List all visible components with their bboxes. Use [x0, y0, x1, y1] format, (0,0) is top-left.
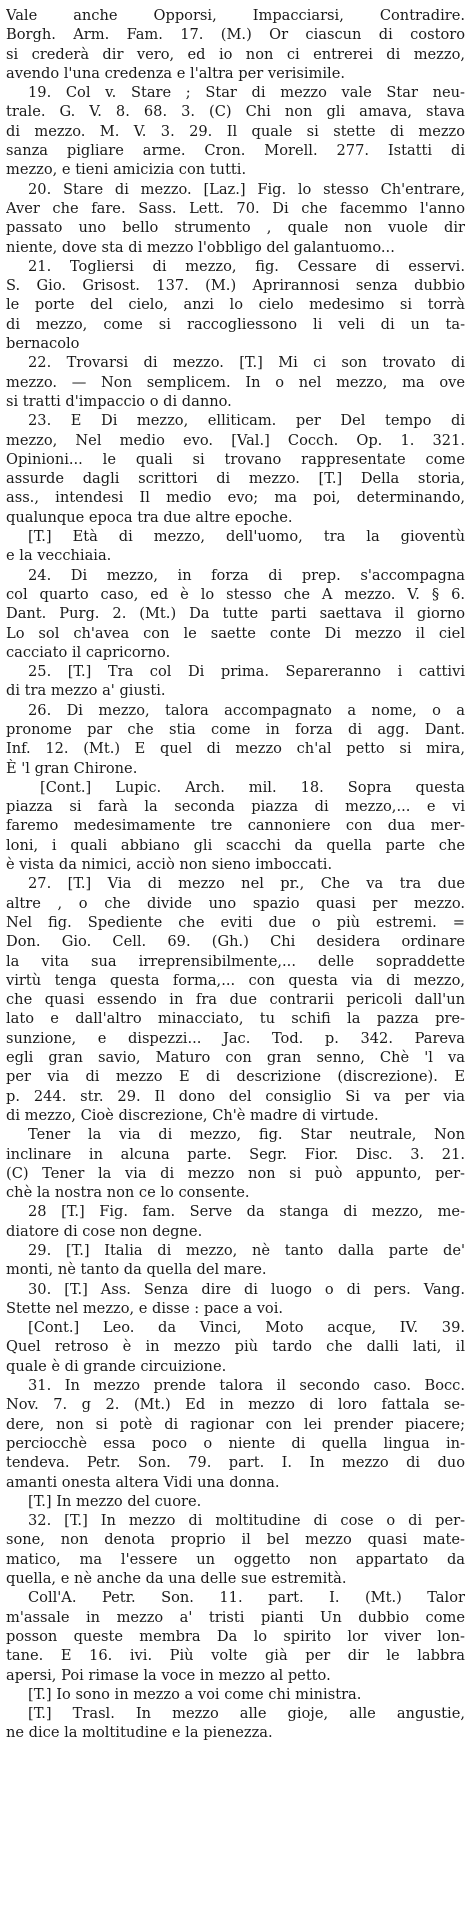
text-line: apersi, Poi rimase la voce in mezzo al petto.: [6, 1666, 331, 1684]
text-line: [T.] Trasl. In mezzo alle gioje, alle angustie,: [28, 1705, 465, 1723]
text-line: e la vecchiaia.: [6, 547, 112, 565]
text-line: sanza pigliare arme. Cron. Morell. 277. Istatti di: [6, 142, 465, 160]
text-line: [T.] In mezzo del cuore.: [28, 1492, 202, 1510]
text-line: [T.] Età di mezzo, dell'uomo, tra la gioventù: [28, 528, 465, 546]
text-line: di mezzo, Cioè discrezione, Ch'è madre di virtude.: [6, 1106, 379, 1124]
text-line: monti, nè tanto da quella del mare.: [6, 1261, 267, 1279]
text-line: ne dice la moltitudine e la pienezza.: [6, 1724, 273, 1742]
text-line: col quarto caso, ed è lo stesso che A mezzo. V. § 6.: [6, 585, 465, 603]
text-line: si crederà dir vero, ed io non ci entrerei di mezzo,: [6, 45, 465, 63]
text-line: È 'l gran Chirone.: [6, 759, 138, 777]
text-line: passato uno bello strumento , quale non vuole dir: [6, 219, 465, 237]
text-line: 20. Stare di mezzo. [Laz.] Fig. lo stesso Ch'entrare,: [28, 180, 465, 198]
text-line: per via di mezzo E di descrizione (discrezione). E: [6, 1068, 465, 1086]
text-line: mezzo, e tieni amicizia con tutti.: [6, 161, 247, 179]
text-line: 29. [T.] Italia di mezzo, nè tanto dalla parte de': [28, 1242, 465, 1259]
text-line: lato e dall'altro minacciato, tu schifi la pazza pre-: [6, 1010, 465, 1028]
text-line: Opinioni... le quali si trovano rappresentate come: [6, 450, 465, 468]
text-line: [Cont.] Lupic. Arch. mil. 18. Sopra questa: [40, 778, 465, 796]
text-line: 25. [T.] Tra col Di prima. Separeranno i cattivi: [28, 663, 465, 681]
text-line: Borgh. Arm. Fam. 17. (M.) Or ciascun di costoro: [6, 26, 465, 44]
text-line: p. 244. str. 29. Il dono del consiglio Si va per via: [6, 1087, 465, 1105]
text-line: dere, non si potè di ragionar con lei prender piacere;: [6, 1415, 465, 1433]
text-line: faremo medesimamente tre cannoniere con dua mer-: [6, 817, 465, 835]
text-line: di tra mezzo a' giusti.: [6, 682, 166, 700]
text-line: sone, non denota proprio il bel mezzo quasi mate-: [6, 1531, 465, 1549]
text-line: pronome par che stia come in forza di agg. Dant.: [6, 720, 465, 738]
text-line: Stette nel mezzo, e disse : pace a voi.: [6, 1299, 284, 1317]
text-line: sunzione, e dispezzi... Jac. Tod. p. 342. Pareva: [6, 1029, 465, 1047]
text-line: diatore di cose non degne.: [6, 1222, 203, 1240]
text-line: amanti onesta altera Vidi una donna.: [6, 1473, 280, 1491]
text-line: [Cont.] Leo. da Vinci, Moto acque, IV. 39.: [28, 1319, 465, 1337]
text-line: Coll'A. Petr. Son. 11. part. I. (Mt.) Talor: [28, 1589, 465, 1607]
text-line: Tener la via di mezzo, fig. Star neutrale, Non: [28, 1126, 465, 1144]
text-line: tane. E 16. ivi. Più volte già per dir le labbra: [6, 1647, 465, 1665]
text-line: altre , o che divide uno spazio quasi per mezzo.: [6, 894, 465, 912]
text-line: S. Gio. Grisost. 137. (M.) Aprirannosi senza dubbio: [6, 277, 465, 295]
text-line: Nov. 7. g 2. (Mt.) Ed in mezzo di loro fattala se-: [6, 1396, 465, 1414]
text-line: 28 [T.] Fig. fam. Serve da stanga di mezzo, me-: [28, 1203, 465, 1221]
text-line: quale è di grande circuizione.: [6, 1357, 227, 1375]
text-line: chè la nostra non ce lo consente.: [6, 1184, 250, 1202]
text-line: bernacolo: [6, 335, 80, 353]
text-line: tendeva. Petr. Son. 79. part. I. In mezzo di duo: [6, 1454, 465, 1472]
text-line: loni, i quali abbiano gli scacchi da quella parte che: [6, 836, 465, 854]
text-line: 32. [T.] In mezzo di moltitudine di cose o di per-: [28, 1512, 465, 1530]
text-line: ass., intendesi Il medio evo; ma poi, determinando,: [6, 489, 465, 507]
text-line: egli gran savio, Maturo con gran senno, Chè 'l va: [6, 1049, 465, 1067]
text-line: 24. Di mezzo, in forza di prep. s'accompagna: [28, 566, 465, 584]
text-line: [T.] Io sono in mezzo a voi come chi ministra.: [28, 1685, 362, 1703]
text-line: che quasi essendo in fra due contrarii pericoli dall'un: [6, 991, 465, 1009]
text-line: assurde dagli scrittori di mezzo. [T.] Della storia,: [6, 470, 465, 488]
text-line: è vista da nimici, acciò non sieno imboccati.: [6, 856, 333, 874]
text-line: Don. Gio. Cell. 69. (Gh.) Chi desidera ordinare: [6, 933, 465, 951]
text-line: avendo l'una credenza e l'altra per verisimile.: [6, 64, 345, 82]
text-line: perciocchè essa poco o niente di quella lingua in-: [6, 1434, 465, 1452]
text-line: 31. In mezzo prende talora il secondo caso. Bocc.: [28, 1377, 465, 1395]
text-line: 30. [T.] Ass. Senza dire di luogo o di pers. Vang.: [28, 1280, 465, 1298]
text-line: quella, e nè anche da una delle sue estremità.: [6, 1570, 347, 1588]
text-line: 26. Di mezzo, talora accompagnato a nome, o a: [28, 701, 465, 719]
text-line: 21. Togliersi di mezzo, fig. Cessare di esservi.: [28, 257, 465, 275]
text-line: mezzo. — Non semplicem. In o nel mezzo, ma ove: [6, 373, 465, 391]
text-line: mezzo, Nel medio evo. [Val.] Cocch. Op. 1. 321.: [6, 431, 465, 449]
text-line: di mezzo. M. V. 3. 29. Il quale si stette di mezzo: [6, 122, 465, 140]
text-line: Vale anche Opporsi, Impacciarsi, Contradire.: [6, 7, 465, 24]
text-line: qualunque epoca tra due altre epoche.: [6, 508, 293, 526]
text-line: inclinare in alcuna parte. Segr. Fior. Disc. 3. 21.: [6, 1145, 465, 1163]
text-line: le porte del cielo, anzi lo cielo medesimo si torrà: [6, 296, 465, 314]
text-line: (C) Tener la via di mezzo non si può appunto, per-: [6, 1164, 465, 1182]
text-line: 22. Trovarsi di mezzo. [T.] Mi ci son trovato di: [28, 354, 465, 372]
text-line: Lo sol ch'avea con le saette conte Di mezzo il ciel: [6, 624, 465, 642]
text-line: Aver che fare. Sass. Lett. 70. Di che facemmo l'anno: [6, 199, 465, 217]
text-line: matico, ma l'essere un oggetto non appartato da: [6, 1550, 465, 1568]
text-line: Nel fig. Spediente che eviti due o più estremi. =: [6, 913, 465, 931]
text-line: si tratti d'impaccio o di danno.: [6, 392, 232, 410]
text-line: la vita sua irreprensibilmente,... delle sopraddette: [6, 952, 465, 970]
text-line: 23. E Di mezzo, elliticam. per Del tempo di: [28, 412, 465, 430]
text-line: cacciato il capricorno.: [6, 643, 171, 661]
text-line: niente, dove sta di mezzo l'obbligo del galantuomo...: [6, 238, 395, 256]
text-line: 19. Col v. Stare ; Star di mezzo vale Star neu-: [28, 84, 465, 102]
text-line: di mezzo, come si raccogliessono li veli di un ta-: [6, 315, 465, 333]
text-line: virtù tenga questa forma,... con questa via di mezzo,: [6, 971, 465, 989]
text-line: 27. [T.] Via di mezzo nel pr., Che va tra due: [28, 875, 465, 893]
text-line: Dant. Purg. 2. (Mt.) Da tutte parti saettava il giorno: [6, 605, 465, 623]
text-line: Quel retroso è in mezzo più tardo che dalli lati, il: [6, 1338, 465, 1356]
text-line: piazza si farà la seconda piazza di mezzo,... e vi: [6, 798, 465, 816]
text-line: Inf. 12. (Mt.) E quel di mezzo ch'al petto si mira,: [6, 740, 465, 758]
text-line: m'assale in mezzo a' tristi pianti Un dubbio come: [6, 1608, 465, 1626]
text-line: trale. G. V. 8. 68. 3. (C) Chi non gli amava, stava: [6, 103, 465, 121]
text-line: posson queste membra Da lo spirito lor viver lon-: [6, 1627, 465, 1645]
